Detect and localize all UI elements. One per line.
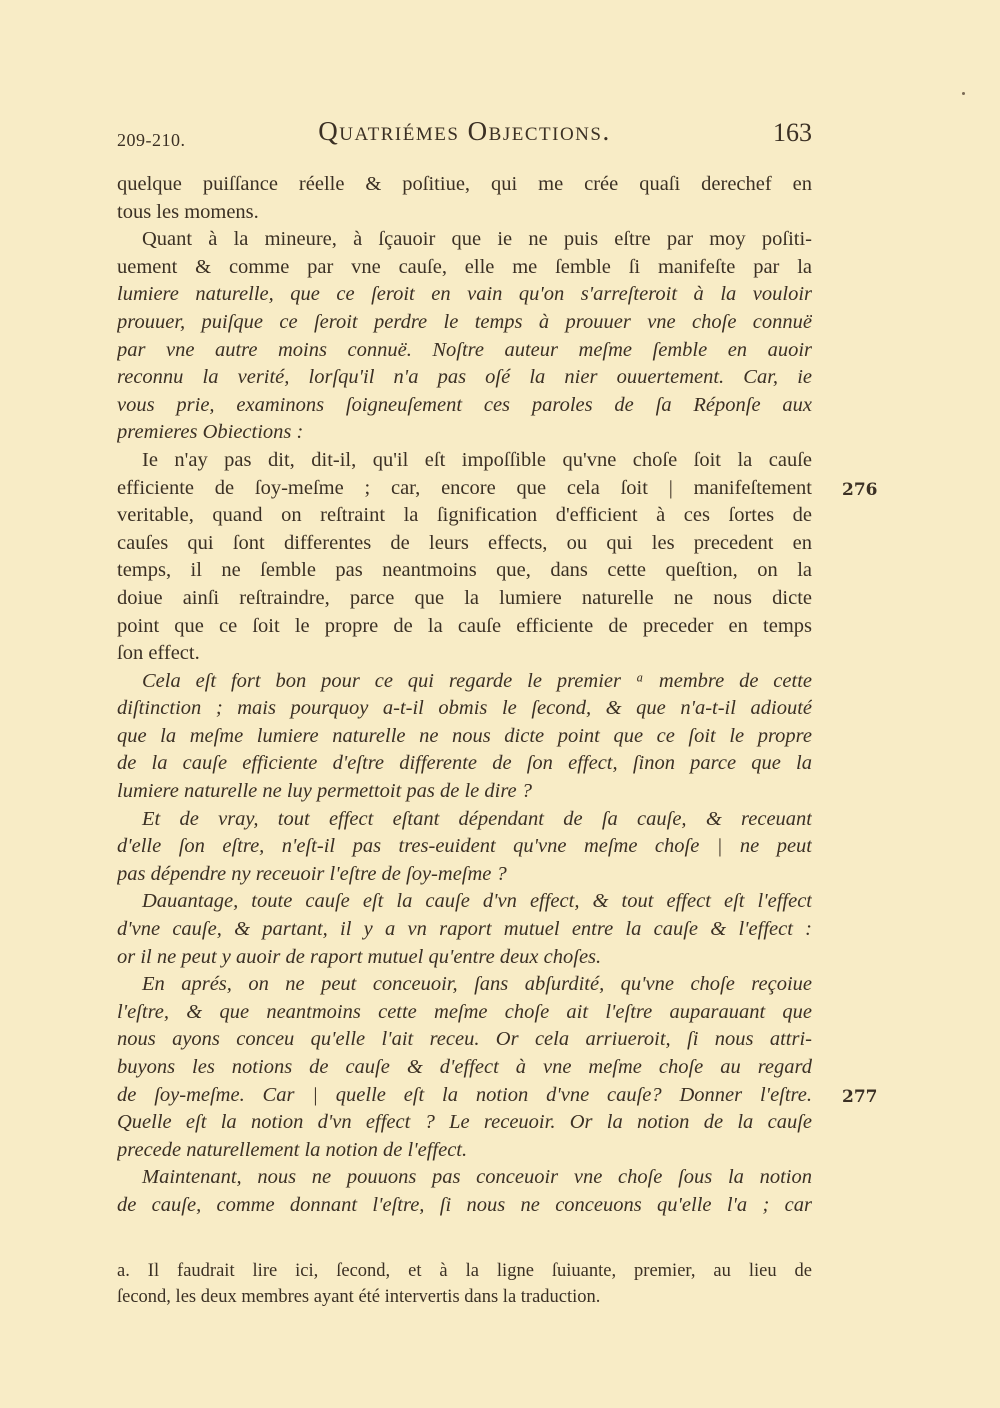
body-text bbox=[117, 171, 812, 1220]
text-line: buyons les notions de cauſe & d'effect à vne meſme choſe au regard bbox=[117, 1056, 812, 1078]
text-line: Dauantage, toute cauſe eſt la cauſe d'vn effect, & tout effect eſt l'effect bbox=[142, 890, 812, 913]
text-line: Ie n'ay pas dit, dit-il, qu'il eſt impoſſible qu'vne choſe ſoit la cauſe bbox=[142, 448, 812, 471]
text-line: que la meſme lumiere naturelle ne nous dicte point que ce ſoit le propre bbox=[117, 724, 812, 747]
margin-page-number: 277 bbox=[842, 1086, 878, 1107]
text-line: d'elle ſon eſtre, n'eſt-il pas tres-euident qu'vne meſme choſe | ne peut bbox=[117, 835, 812, 858]
text-line: par vne autre moins connuë. Noſtre auteur meſme ſemble en auoir bbox=[117, 338, 812, 361]
text-line: precede naturellement la notion de l'effect. bbox=[117, 1138, 468, 1161]
text-line: En aprés, on ne peut conceuoir, ſans abſurdité, qu'vne choſe reçoiue bbox=[142, 973, 812, 996]
text-line: de la cauſe efficiente d'eſtre differente de ſon effect, ſinon parce que la bbox=[117, 752, 812, 775]
text-line: de ſoy-meſme. Car | quelle eſt la notion d'vne cauſe? Donner l'eſtre. bbox=[117, 1083, 812, 1106]
margin-page-number: 276 bbox=[842, 479, 878, 500]
footnote-line: a. Il faudrait lire ici, ſecond, et à la ligne ſuiuante, premier, au lieu de bbox=[117, 1261, 812, 1281]
text-line: lumiere naturelle ne luy permettoit pas de le dire ? bbox=[117, 780, 533, 803]
text-line: efficiente de ſoy-meſme ; car, encore que cela ſoit | manifeſtement bbox=[117, 476, 812, 499]
text-line: uement & comme par vne cauſe, elle me ſemble ſi manifeſte par la bbox=[117, 255, 812, 278]
text-line: Maintenant, nous ne pouuons pas conceuoir vne choſe ſous la notion bbox=[142, 1166, 812, 1189]
text-line: Et de vray, tout effect eſtant dépendant de ſa cauſe, & receuant bbox=[142, 807, 812, 830]
text-line: tous les momens. bbox=[117, 200, 259, 223]
running-header bbox=[117, 116, 812, 160]
text-line: diſtinction ; mais pourquoy a-t-il obmis le ſecond, & que n'a-t-il adiouté bbox=[117, 697, 812, 720]
footnote bbox=[117, 1258, 812, 1310]
text-line: prouuer, puiſque ce ſeroit perdre le temps à prouuer vne choſe connuë bbox=[117, 310, 812, 333]
text-line: lumiere naturelle, que ce ſeroit en vain qu'on s'arreſteroit à la vouloir bbox=[117, 283, 812, 306]
running-title: Quatriémes Objections. bbox=[318, 116, 611, 146]
text-line: pas dépendre ny receuoir l'eſtre de ſoy-meſme ? bbox=[117, 862, 507, 885]
page-number: 163 bbox=[773, 118, 812, 147]
text-line: doiue ainſi reſtraindre, parce que la lumiere naturelle ne nous dicte bbox=[117, 586, 812, 609]
text-line: de cauſe, comme donnant l'eſtre, ſi nous ne conceuons qu'elle l'a ; car bbox=[117, 1193, 812, 1216]
text-line: Cela eſt fort bon pour ce qui regarde le premier ᵃ membre de cette bbox=[142, 669, 812, 692]
text-line: d'vne cauſe, & partant, il y a vn raport mutuel entre la cauſe & l'effect : bbox=[117, 918, 812, 941]
text-line: point que ce ſoit le propre de la cauſe efficiente de preceder en temps bbox=[117, 614, 812, 637]
footnote-line: ſecond, les deux membres ayant été intervertis dans la traduction. bbox=[117, 1287, 601, 1307]
text-line: cauſes qui ſont differentes de leurs effects, ou qui les precedent en bbox=[117, 531, 812, 554]
text-line: l'eſtre, & que neantmoins cette meſme choſe ait l'eſtre auparauant que bbox=[117, 1000, 812, 1023]
speck bbox=[962, 92, 965, 95]
text-line: vous prie, examinons ſoigneuſement ces paroles de ſa Réponſe aux bbox=[117, 393, 812, 416]
text-line: ſon effect. bbox=[117, 642, 200, 665]
text-line: temps, il ne ſemble pas neantmoins que, dans cette queſtion, on la bbox=[117, 559, 812, 582]
text-line: reconnu la verité, lorſqu'il n'a pas oſé la nier ouuertement. Car, ie bbox=[117, 366, 812, 389]
text-line: Quant à la mineure, à ſçauoir que ie ne puis eſtre par moy poſiti- bbox=[142, 228, 812, 251]
page-range: 209-210. bbox=[117, 130, 186, 150]
text-line: premieres Obiections : bbox=[117, 421, 304, 444]
text-line: nous ayons conceu qu'elle l'ait receu. Or cela arriueroit, ſi nous attri- bbox=[117, 1028, 812, 1051]
text-line: Quelle eſt la notion d'vn effect ? Le receuoir. Or la notion de la cauſe bbox=[117, 1111, 812, 1134]
text-line: or il ne peut y auoir de raport mutuel qu'entre deux choſes. bbox=[117, 945, 602, 968]
text-line: veritable, quand on reſtraint la ſignification d'efficient à ces ſortes de bbox=[117, 504, 812, 527]
text-line: quelque puiſſance réelle & poſitiue, qui me crée quaſi derechef en bbox=[117, 173, 812, 195]
